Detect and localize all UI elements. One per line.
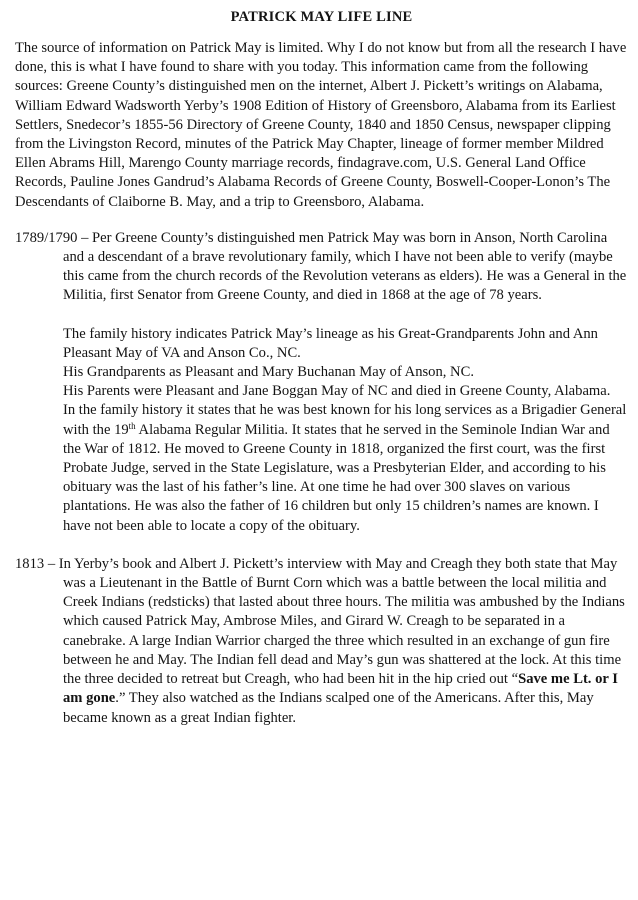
- paragraph-gap: [15, 306, 628, 325]
- intro-paragraph: The source of information on Patrick May is limited. Why I do not know but from all the research I have done, this is what I have found to share with you today. This information came from the following sources: Greene County’s distinguished men on the internet, Albert J. Pickett’s writings on Alabama, William Edward Wadsworth Yerby’s 1908 Edition of History of Greensboro, Alabama from its Earliest Settlers, Snedecor’s 1855-56 Directory of Greene County, 1840 and 1850 Census, newspaper clipping from the Livingston Record, minutes of the Patrick May Chapter, lineage of former member Mildred Ellen Abrams Hill, Marengo County marriage records, findagrave.com, U.S. General Land Office Records, Pauline Jones Gandrud’s Alabama Records of Greene County, Boswell-Cooper-Lonon’s The Descendants of Claiborne B. May, and a trip to Greensboro, Alabama.: [15, 40, 627, 210]
- entry-1813-text: 1813 – In Yerby’s book and Albert J. Pickett’s interview with May and Creagh they both state that May was a Lieutenant in the Battle of Burnt Corn which was a battle between the local militia and Creek Indians (redsticks) that lasted about three hours. The militia was ambushed by the Indians which caused Patrick May, Ambrose Miles, and Girard W. Creagh to be separated in a canebrake. A large Indian Warrior charged the three which resulted in an exchange of gun fire between he and May. The Indian fell dead and May’s gun was shattered at the lock. At this time the three decided to retreat but Creagh, who had been hit in the hip cried out “: [15, 555, 625, 688]
- grandparents-line: His Grandparents as Pleasant and Mary Buchanan May of Anson, NC.: [63, 364, 474, 381]
- family-history-block: [15, 325, 628, 536]
- history-text-before: In the family history it states that he was best known for his long services as a Brigadier General with the 19: [63, 402, 627, 438]
- entry-1813-text-end: .” They also watched as the Indians scalped one of the Americans. After this, May became known as a great Indian fighter.: [63, 690, 594, 726]
- page-title: PATRICK MAY LIFE LINE: [230, 9, 413, 25]
- paragraph-gap: [15, 536, 628, 555]
- entry-1813: [15, 555, 628, 728]
- family-history-paragraph: [63, 401, 628, 535]
- creagh-quote: Save me Lt. or I am gone: [63, 671, 618, 707]
- history-text-after: Alabama Regular Militia. It states that he served in the Seminole Indian War and the War of 1812. He moved to Greene County in 1818, organized the first court, was the first Probate Judge, served in the State Legislature, was a Presbyterian Elder, and according to his obituary was the last of his father’s line. At one time he had over 300 slaves on various plantations. He was also the father of 16 children but only 15 children’s names are known. I have not been able to locate a copy of the obituary.: [63, 421, 610, 534]
- parents-line: His Parents were Pleasant and Jane Boggan May of NC and died in Greene County, Alabama.: [63, 383, 611, 400]
- ordinal-suffix: th: [128, 420, 136, 431]
- lineage-line: The family history indicates Patrick May’s lineage as his Great-Grandparents John and Ann Pleasant May of VA and Anson Co., NC.: [63, 325, 598, 361]
- entry-1789-1790: 1789/1790 – Per Greene County’s distinguished men Patrick May was born in Anson, North Carolina and a descendant of a brave revolutionary family, which I have not been able to verify (maybe this came from the church records of the Revolution veterans as elders). He was a General in the Militia, first Senator from Greene County, and died in 1868 at the age of 78 years.: [15, 229, 627, 304]
